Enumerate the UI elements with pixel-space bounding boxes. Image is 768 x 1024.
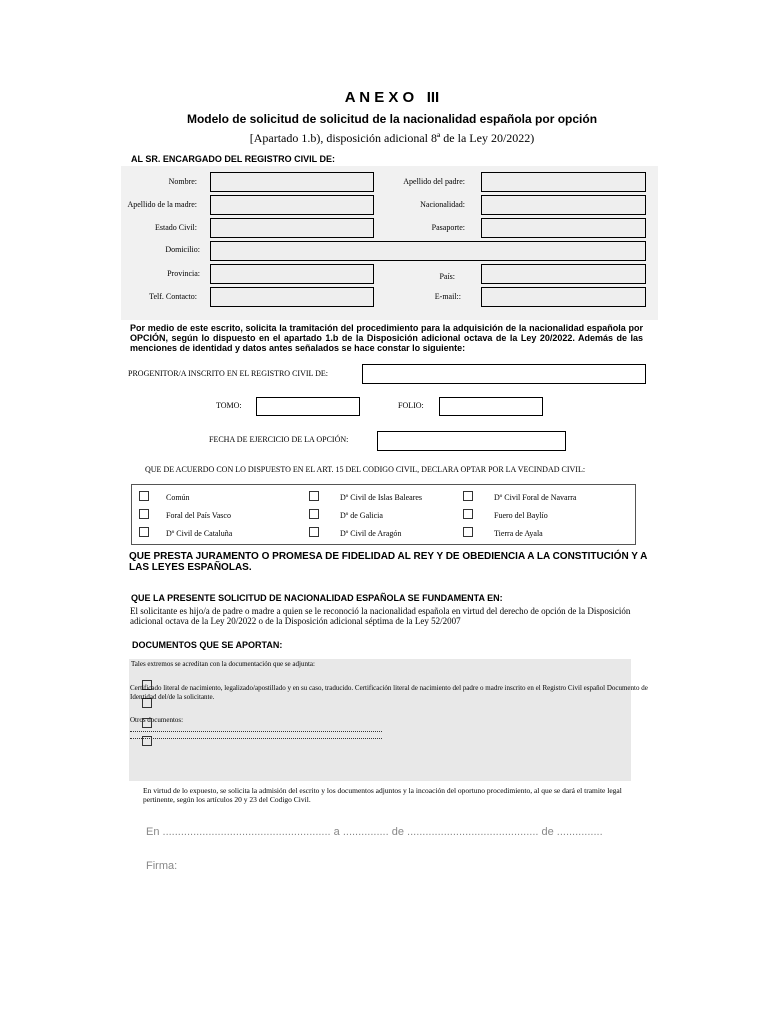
estado-civil-field[interactable] (210, 218, 374, 238)
checkbox-aragon[interactable] (309, 527, 319, 537)
label-nacionalidad: Nacionalidad: (420, 200, 465, 209)
apellido-padre-field[interactable] (481, 172, 646, 192)
legal-reference: [Apartado 1.b), disposición adicional 8ª de la Ley 20/2022) (249, 131, 535, 145)
fecha-opcion-field[interactable] (377, 431, 566, 451)
checkbox-ayala[interactable] (463, 527, 473, 537)
other-docs-line-2[interactable] (130, 738, 382, 739)
label-apellido-padre: Apellido del padre: (403, 177, 465, 186)
option-aragon: Dº Civil de Aragón (340, 529, 402, 538)
label-pasaporte: Pasaporte: (431, 223, 465, 232)
label-telefono: Telf. Contacto: (149, 292, 197, 301)
closing-paragraph: En virtud de lo expuesto, se solicita la admisión del escrito y los documentos adjuntos y la incoación del oportuno procedimiento, al que se dará el tramite legal pertinente, según los artículos 20 y 23 del Codigo Civil. (143, 786, 622, 804)
checkbox-baylio[interactable] (463, 509, 473, 519)
page-title: A N E X O III (344, 89, 440, 106)
pasaporte-field[interactable] (481, 218, 646, 238)
option-pais-vasco: Foral del País Vasco (166, 511, 231, 520)
label-fecha-opcion: FECHA DE EJERCICIO DE LA OPCIÓN: (209, 435, 349, 444)
option-comun: Común (166, 493, 190, 502)
option-navarra: Dº Civil Foral de Navarra (494, 493, 577, 502)
option-galicia: Dº de Galicia (340, 511, 383, 520)
nombre-field[interactable] (210, 172, 374, 192)
oath-statement: QUE PRESTA JURAMENTO O PROMESA DE FIDELIDAD AL REY Y DE OBEDIENCIA A LA CONSTITUCIÓN Y A LAS LEYES ESPAÑOLAS. (129, 551, 648, 573)
tomo-field[interactable] (256, 397, 360, 416)
telefono-field[interactable] (210, 287, 374, 307)
option-ayala: Tierra de Ayala (494, 529, 543, 538)
documents-panel (129, 659, 631, 781)
documents-item: Certificado literal de nacimiento, legalizado/apostillado y en su caso, traducido. Certificación literal de nacimiento del padre o madre inscrito en el Registro Civil español Documento de Identidad del/de la solicitante. (130, 684, 648, 701)
provincia-field[interactable] (210, 264, 374, 284)
apellido-madre-field[interactable] (210, 195, 374, 215)
checkbox-doc-otros-1[interactable] (142, 718, 152, 728)
documents-other: Otros documentos: (130, 716, 184, 724)
checkbox-comun[interactable] (139, 491, 149, 501)
label-apellido-madre: Apellido de la madre: (127, 200, 197, 209)
checkbox-cataluna[interactable] (139, 527, 149, 537)
other-docs-line-1[interactable] (130, 731, 382, 732)
documents-intro: Tales extremos se acreditan con la documentación que se adjunta: (131, 660, 315, 668)
label-folio: FOLIO: (398, 401, 424, 410)
option-baleares: Dº Civil de Islas Baleares (340, 493, 423, 502)
label-pais: País: (439, 272, 455, 281)
email-field[interactable] (481, 287, 646, 307)
vecindad-heading: QUE DE ACUERDO CON LO DISPUESTO EN EL ART. 15 DEL CODIGO CIVIL, DECLARA OPTAR POR LA VECINDAD CIVIL: (145, 465, 586, 474)
pais-field[interactable] (481, 264, 646, 284)
label-tomo: TOMO: (216, 401, 242, 410)
label-email: E-mail:: (434, 292, 461, 301)
checkbox-navarra[interactable] (463, 491, 473, 501)
basis-heading: QUE LA PRESENTE SOLICITUD DE NACIONALIDAD ESPAÑOLA SE FUNDAMENTA EN: (131, 593, 503, 603)
recipient-heading: AL SR. ENCARGADO DEL REGISTRO CIVIL DE: (131, 154, 336, 164)
page-subtitle: Modelo de solicitud de solicitud de la nacionalidad española por opción (186, 112, 598, 126)
label-nombre: Nombre: (168, 177, 197, 186)
checkbox-galicia[interactable] (309, 509, 319, 519)
folio-field[interactable] (439, 397, 543, 416)
documents-heading: DOCUMENTOS QUE SE APORTAN: (132, 640, 283, 650)
intro-paragraph: Por medio de este escrito, solicita la tramitación del procedimiento para la adquisición de la nacionalidad española por OPCIÓN, según lo dispuesto en el apartado 1.b de la Disposición adicional octava de la Ley 20/2022. Además de las menciones de identidad y datos antes señalados se hace constar lo siguiente: (130, 323, 643, 353)
label-provincia: Provincia: (167, 269, 200, 278)
domicilio-field[interactable] (210, 241, 646, 261)
option-cataluna: Dº Civil de Cataluña (166, 529, 233, 538)
checkbox-baleares[interactable] (309, 491, 319, 501)
checkbox-pais-vasco[interactable] (139, 509, 149, 519)
label-domicilio: Domicilio: (165, 245, 200, 254)
place-date-line[interactable]: En ....................................................... a ............... de ........................................... de ............... (146, 826, 603, 838)
option-baylio: Fuero del Baylío (494, 511, 548, 520)
basis-text: El solicitante es hijo/a de padre o madre a quien se le reconoció la nacionalidad española en virtud del derecho de opción de la Disposición adicional octava de la Ley 20/2022 o de la Disposición adicional séptima de la Ley 52/2007 (130, 606, 631, 626)
signature-label: Firma: (146, 860, 178, 872)
label-progenitor: PROGENITOR/A INSCRITO EN EL REGISTRO CIVIL DE: (128, 369, 328, 378)
label-estado-civil: Estado Civil: (155, 223, 197, 232)
nacionalidad-field[interactable] (481, 195, 646, 215)
progenitor-registro-field[interactable] (362, 364, 646, 384)
